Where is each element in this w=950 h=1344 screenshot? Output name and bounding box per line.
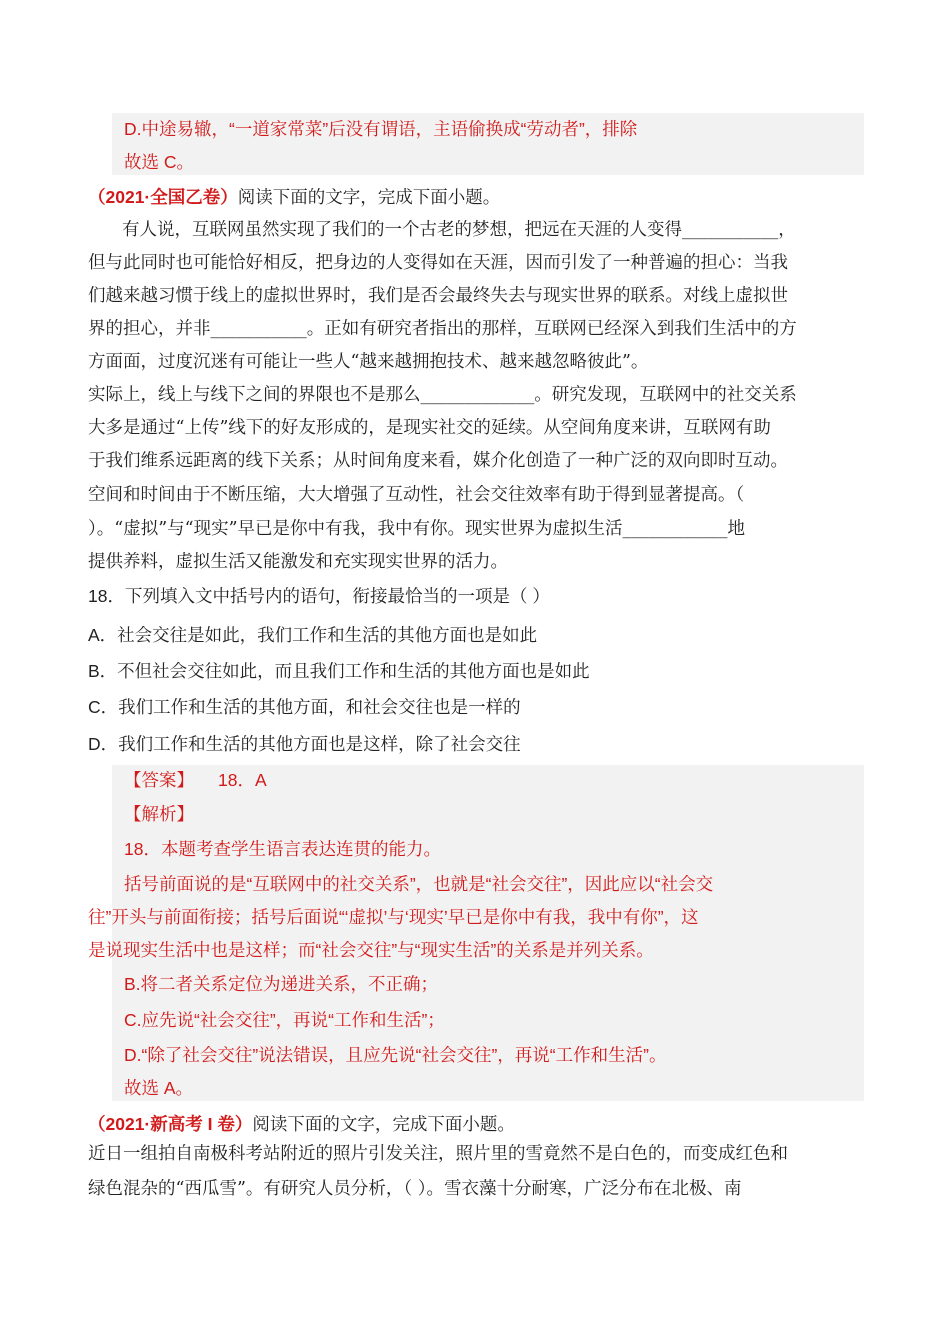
question-18-option-d: D．我们工作和生活的其他方面也是这样，除了社会交往 [88, 734, 521, 754]
passage1-line: 界的担心，并非___________。正如有研究者指出的那样，互联网已经深入到我们生活中的方 [88, 319, 797, 339]
passage2-line: 绿色混杂的“西瓜雪”。有研究人员分析，（ ）。雪衣藻十分耐寒，广泛分布在北极、南 [88, 1179, 742, 1199]
prev-analysis-line-d: D.中途易辙，“一道家常菜”后没有谓语，主语偷换成“劳动者”，排除 [124, 119, 638, 139]
passage1-line: 大多是通过“上传”线下的好友形成的，是现实社交的延续。从空间角度来讲，互联网有助 [88, 418, 771, 438]
passage1-line: 提供养料，虚拟生活又能激发和充实现实世界的活力。 [88, 552, 508, 572]
passage1-line: 有人说，互联网虽然实现了我们的一个古老的梦想，把远在天涯的人变得___________， [122, 220, 796, 240]
answer-label: 【答案】 [124, 770, 194, 790]
analysis-line: B.将二者关系定位为递进关系，不正确； [124, 974, 439, 994]
passage1-line: 于我们维系远距离的线下关系；从时间角度来看，媒介化创造了一种广泛的双向即时互动。 [88, 451, 788, 471]
passage1-line: 空间和时间由于不断压缩，大大增强了互动性，社会交往效率有助于得到显著提高。（ [88, 485, 745, 505]
passage1-line: ）。“虚拟”与“现实”早已是你中有我，我中有你。现实世界为虚拟生活____________地 [88, 519, 746, 539]
question-18-option-c: C．我们工作和生活的其他方面，和社会交往也是一样的 [88, 697, 521, 717]
passage1-line: 方面面，过度沉迷有可能让一些人“越来越拥抱技术、越来越忽略彼此”。 [88, 352, 649, 372]
passage2-source-tag: （2021·新高考 I 卷） [88, 1114, 253, 1134]
passage2-header [88, 1113, 515, 1136]
analysis-line: C.应先说“社会交往”，再说“工作和生活”； [124, 1010, 445, 1030]
analysis-label: 【解析】 [124, 804, 194, 824]
prev-conclusion: 故选 C。 [124, 152, 194, 172]
analysis-conclusion: 故选 A。 [124, 1078, 194, 1098]
question-18-stem: 18．下列填入文中括号内的语句，衔接最恰当的一项是（ ） [88, 586, 550, 606]
passage1-intro: 阅读下面的文字，完成下面小题。 [237, 188, 501, 208]
passage2-line: 近日一组拍自南极科考站附近的照片引发关注，照片里的雪竟然不是白色的，而变成红色和 [88, 1144, 788, 1164]
passage2-intro: 阅读下面的文字，完成下面小题。 [252, 1115, 515, 1135]
analysis-line: D.“除了社会交往”说法错误，且应先说“社会交往”，再说“工作和生活”。 [124, 1045, 667, 1065]
analysis-line: 括号前面说的是“互联网中的社交关系”，也就是“社会交往”，因此应以“社会交 [124, 874, 714, 894]
analysis-line: 18．本题考查学生语言表达连贯的能力。 [124, 839, 441, 859]
analysis-line: 往”开头与前面衔接；括号后面说“‘虚拟’与‘现实’早已是你中有我，我中有你”，这 [88, 907, 699, 927]
question-18-option-b: B．不但社会交往如此，而且我们工作和生活的其他方面也是如此 [88, 661, 590, 681]
question-18-option-a: A．社会交往是如此，我们工作和生活的其他方面也是如此 [88, 625, 538, 645]
passage1-line: 实际上，线上与线下之间的界限也不是那么_____________。研究发现，互联网中的社交关系 [88, 385, 797, 405]
passage1-line: 但与此同时也可能恰好相反，把身边的人变得如在天涯，因而引发了一种普遍的担心：当我 [88, 253, 788, 273]
passage1-source-tag: （2021·全国乙卷） [88, 187, 238, 207]
answer-value: 18．A [218, 770, 267, 790]
passage1-header [88, 186, 500, 209]
analysis-line: 是说现实生活中也是这样；而“社会交往”与“现实生活”的关系是并列关系。 [88, 940, 654, 960]
passage1-line: 们越来越习惯于线上的虚拟世界时，我们是否会最终失去与现实世界的联系。对线上虚拟世 [88, 286, 788, 306]
